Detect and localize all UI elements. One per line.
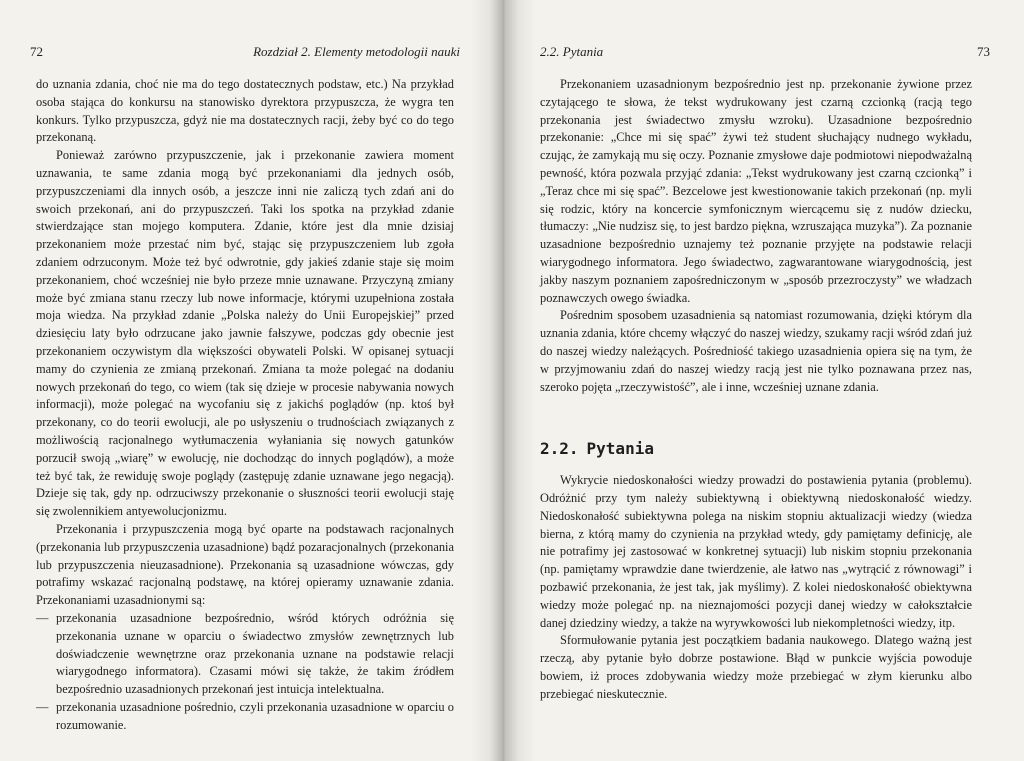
list-item: — przekonania uzasadnione pośrednio, czyli przekonania uzasadnione w oparciu o rozumowanie. <box>36 699 454 735</box>
list-item: — przekonania uzasadnione bezpośrednio, wśród których odróżnia się przekonania uznane w oparciu o świadectwo zmysłów zewnętrznych lub doświadczenie wewnętrzne oraz przekonania uznane na podstawie relacji wiarygodnego informatora). Czasami mówi się także, że takim źródłem bezpośrednio uzasadnionych przekonań jest intuicja intelektualna. <box>36 610 454 699</box>
paragraph: Sformułowanie pytania jest początkiem badania naukowego. Dlatego ważną jest rzeczą, aby pytanie było dobrze postawione. Błąd w punkcie wyjścia powoduje bowiem, iż proces zdobywania wiedzy może przebiegać w złym kierunku albo przebiegać nieskutecznie. <box>540 633 972 701</box>
section-title: Pytania <box>586 439 654 459</box>
book-gutter <box>470 0 536 761</box>
right-running-title: 2.2. Pytania <box>540 44 604 59</box>
paragraph: Pośrednim sposobem uzasadnienia są natomiast rozumowania, dzięki którym dla uznania zdania, które chcemy włączyć do naszej wiedzy, szukamy racji wśród zdań już do naszej wiedzy należących. Pośredniość takiego uzasadnienia opiera się na tym, że w przyjmowaniu zdań do naszej wiedzy racją jest nie tylko poznawana przez nas, szeroko pojęta „rzeczywistość”, ale i inne, wcześniej uznane zdania. <box>540 308 972 394</box>
section-heading <box>540 440 972 458</box>
paragraph: Przekonania i przypuszczenia mogą być oparte na podstawach racjonalnych (przekonania lub przypuszczenia uzasadnione) bądź pozaracjonalnych (przekonania lub przypuszczenia nieuzasadnione). Przekonania są uzasadnione wówczas, gdy potrafimy wskazać racjonalną podstawę, na której opieramy uznawanie zdania. Przekonaniami uzasadnionymi są: <box>36 521 454 608</box>
paragraph: Wykrycie niedoskonałości wiedzy prowadzi do postawienia pytania (problemu). Odróżnić przy tym należy subiektywną i obiektywną niedoskonałość wiedzy. Niedoskonałość subiektywna polega na niskim stopniu aktualizacji wiedzy (wiedza bierna, z którą mamy do czynienia na przykład wtedy, gdy pamiętamy definicję, ale nie potrafimy jej zastosować w konkretnej sytuacji) lub niskim stopniu przekonania (np. pamiętamy wprawdzie dane twierdzenie, ale łatwo nas „wytrącić z równowagi” i pozbawić przekonania, że jest tak, jak myślimy). Z kolei niedoskonałość obiektywna wiedzy może polegać np. na nieznajomości pozycji danej wiedzy w całokształcie danej dziedziny wiedzy, a także na wyrywkowości lub niekompletności wiedzy, itp. <box>540 473 972 630</box>
right-text-column <box>540 76 972 704</box>
justification-list <box>36 610 454 735</box>
left-running-title: Rozdział 2. Elementy metodologii nauki <box>253 44 460 59</box>
paragraph: Ponieważ zarówno przypuszczenie, jak i przekonanie zawiera moment uznawania, te same zdania mogą być przekonaniami dla jednych osób, przypuszczeniami dla innych osób, a jeszcze inni nie zaliczą tych zdań ani do swoich przekonań, ani do przypuszczeń. Taki los spotka na przykład zdanie stwierdzające stan mojego komputera. Zdanie, które jest dla mnie dzisiaj przekonaniem może przestać nim być, stając się przypuszczeniem lub zgoła zdaniem odrzuconym. Może też być odwrotnie, gdy jakieś zdanie staje się moim przekonaniem, choć wcześniej nie było przeze mnie uznawane. Przyczyną zmiany może być zmiana stanu rzeczy lub nowe informacje, którymi uzupełniona została moja wiedza. Na przykład zdanie „Polska należy do Unii Europejskiej” przed dziesięciu laty było odrzucane jako jawnie fałszywe, podczas gdy obecnie jest przekonaniem oczywistym dla większości obywateli Polski. W opisanej sytuacji mamy do czynienia ze zmianą przekonań. Zmiana ta może polegać na dodaniu nowych przekonań do tego, co wiem (tak się dzieje w procesie nabywania nowych informacji), może polegać na wycofaniu się z jakichś poglądów (np. ktoś był przekonany, co do teorii ewolucji, ale po usłyszeniu o trudnościach związanych z możliwością racjonalnego wytłumaczenia wyłaniania się nowych gatunków porzucił swoją „wiarę” w ewolucję, nie dochodząc do innych poglądów), a może też być tak, że rewiduję swoje poglądy (zastępuję zdanie uznawane jego negacją). Dzieje się tak, gdy np. odrzuciwszy przekonanie o słuszności teorii ewolucji staję się zwolennikiem antyewolucjonizmu. <box>36 148 454 519</box>
right-page-number: 73 <box>977 44 990 59</box>
paragraph: Przekonaniem uzasadnionym bezpośrednio jest np. przekonanie żywione przez czytającego te słowa, że tekst wydrukowany jest czarną czcionką (racją tego przekonania jest świadectwo zmysłu wzroku). Uzasadnione bezpośrednio przekonanie: „Chce mi się spać” żywi też student słuchający nudnego wykładu, czując, że zamykają mu się oczy. Poznanie zmysłowe daje podmiotowi niepodważalną pewność, która pozwala przyjąć zdania: „Tekst wydrukowany jest czarną czcionką” i „Teraz chce mi się spać”. Bezcelowe jest kwestionowanie takich przekonań (np. myli się rodzic, który na koncercie symfonicznym wiercącemu się z nudów dziecku, tłumaczy: „Nie nudzisz się, to jest bardzo piękna, wzruszająca muzyka”). Za poznanie uzasadnione bezpośrednio uznajemy też poznanie przyjęte na podstawie relacji wiarygodnego informatora. Jego świadectwo, zagwarantowane wiarygodnością, jest jakby naszym poznaniem zapośredniczonym w „sposób przezroczysty” we władzach poznawczych owego świadka. <box>540 77 972 305</box>
left-page-number: 72 <box>30 44 43 59</box>
section-number: 2.2. <box>540 439 579 459</box>
paragraph: do uznania zdania, choć nie ma do tego dostatecznych podstaw, etc.) Na przykład osoba stająca do konkursu na stanowisko dyrektora przypuszcza, że wygra ten konkurs. Tylko przypuszcza, gdyż nie ma dostatecznych racji, żeby być co do tego przekonaną. <box>36 77 454 145</box>
left-text-column <box>36 76 454 734</box>
